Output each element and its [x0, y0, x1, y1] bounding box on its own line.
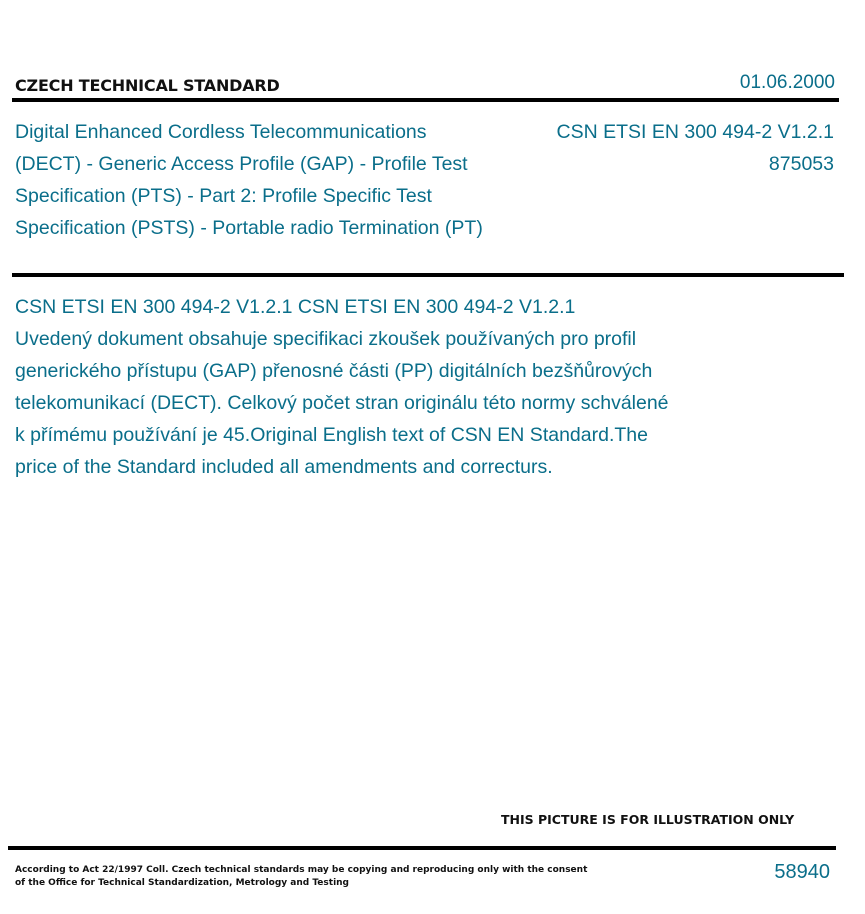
header-divider [12, 98, 839, 102]
standard-description: CSN ETSI EN 300 494-2 V1.2.1 CSN ETSI EN 300 494-2 V1.2.1 Uvedený dokument obsahuje specifikaci zkoušek používaných pro profil generického přístupu (GAP) přenosné části (PP) digitálních bezšňůrových telekomunikací (DECT). Celkový počet stran originálu této normy schválené k přímému používání je 45.Original English text of CSN EN Standard.The price of the Standard included all amendments and correcturs. [15, 296, 674, 478]
title-divider [12, 273, 844, 277]
publication-date: 01.06.2000 [739, 72, 835, 93]
standard-code: CSN ETSI EN 300 494-2 V1.2.1 [556, 121, 834, 143]
footer-divider [8, 846, 836, 850]
standard-number: 875053 [768, 153, 834, 175]
document-type-label: CZECH TECHNICAL STANDARD [15, 76, 280, 95]
legal-notice: According to Act 22/1997 Coll. Czech technical standards may be copying and reproducing only with the consent of the Office for Technical Standardization, Metrology and Testing [15, 865, 588, 888]
illustration-notice: THIS PICTURE IS FOR ILLUSTRATION ONLY [501, 812, 795, 827]
standard-code-block [557, 116, 834, 180]
standard-title: Digital Enhanced Cordless Telecommunications (DECT) - Generic Access Profile (GAP) - Profile Test Specification (PTS) - Part 2: Profile Specific Test Specification (PSTS) - Portable radio Termination (PT) [15, 121, 483, 239]
catalog-number: 58940 [774, 861, 830, 883]
